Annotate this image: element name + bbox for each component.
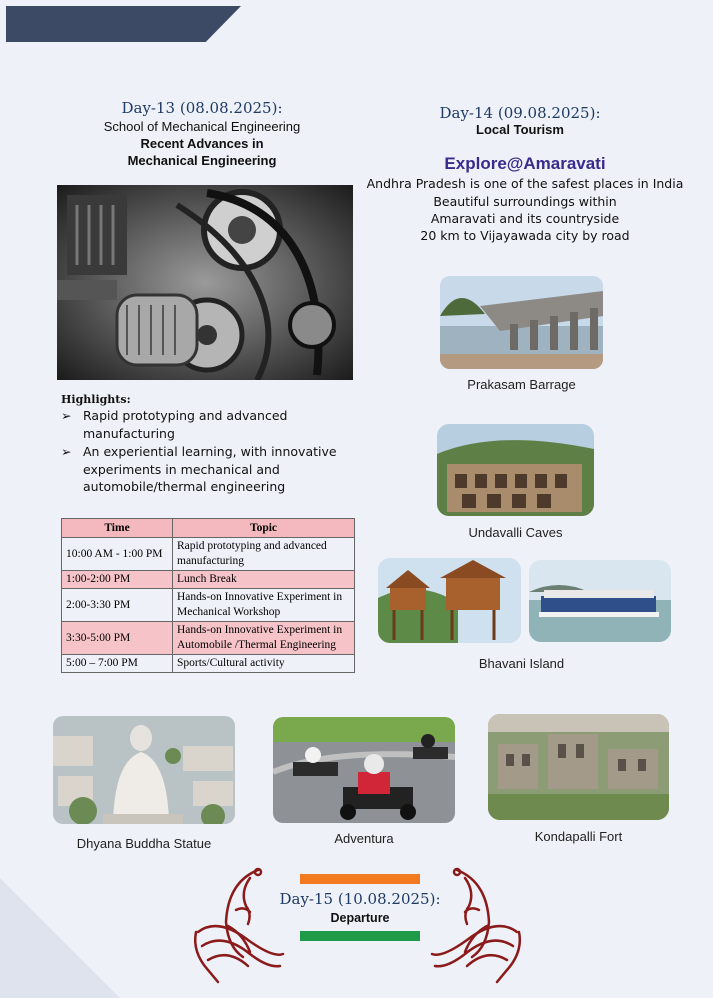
highlight-text: An experiential learning, with innovative experiments in mechanical and automobile/thermal engineering [83,444,337,494]
table-row [62,589,355,622]
row-time: 3:30-5:00 PM [62,622,173,655]
corner-triangle [0,878,120,998]
day13-topic-line1: Recent Advances in [140,136,264,151]
undavalli-caves-photo [437,424,594,516]
buddha-caption: Dhyana Buddha Statue [76,836,212,851]
namaste-right-icon [425,862,527,984]
row-topic: Lunch Break [173,571,355,589]
header-topic: Topic [173,519,355,538]
arrow-icon: ➢ [61,408,72,423]
day15-subtitle: Departure [330,911,390,925]
day14-subtitle: Local Tourism [476,122,564,137]
prakasam-caption: Prakasam Barrage [467,377,576,392]
day13-school: School of Mechanical Engineering [103,119,301,134]
table-row [62,655,355,673]
day13-title: Day-13 (08.08.2025): [121,99,283,117]
row-time: 1:00-2:00 PM [62,571,173,589]
flag-saffron-bar [300,874,420,884]
prakasam-barrage-photo [440,276,603,369]
table-row [62,622,355,655]
highlight-text: Rapid prototyping and advanced manufacturing [83,408,288,441]
row-topic: Hands-on Innovative Experiment in Mechanical Workshop [173,589,355,622]
bhavani-boat-photo [529,560,671,642]
flag-green-bar [300,931,420,941]
schedule-table [61,518,355,673]
adventura-caption: Adventura [334,831,394,846]
dhyana-buddha-photo [53,716,235,824]
day14-desc-line2: Beautiful surroundings within [433,194,617,209]
corner-banner [6,6,241,42]
kondapalli-caption: Kondapalli Fort [534,829,623,844]
engine-photo [57,185,353,380]
day14-desc-line1: Andhra Pradesh is one of the safest places in India [366,176,684,191]
row-topic: Rapid prototyping and advanced manufacturing [173,538,355,571]
day14-desc-line3: Amaravati and its countryside [430,211,620,226]
row-time: 2:00-3:30 PM [62,589,173,622]
day14-title: Day-14 (09.08.2025): [439,104,601,122]
day13-topic-line2: Mechanical Engineering [127,153,277,168]
highlights-list [61,407,351,497]
kondapalli-fort-photo [488,714,669,820]
table-header-row [62,519,355,538]
row-time: 5:00 – 7:00 PM [62,655,173,673]
day14-desc-line4: 20 km to Vijayawada city by road [420,228,630,243]
highlight-item [61,443,351,496]
bhavani-cottages-photo [378,558,521,643]
undavalli-caption: Undavalli Caves [468,525,563,540]
header-time: Time [62,519,173,538]
namaste-left-icon [188,862,290,984]
bhavani-caption: Bhavani Island [478,656,565,671]
explore-amaravati-title: Explore@Amaravati [444,154,606,173]
row-time: 10:00 AM - 1:00 PM [62,538,173,571]
arrow-icon: ➢ [61,444,72,459]
day15-title: Day-15 (10.08.2025): [279,890,441,908]
adventura-photo [273,717,455,823]
row-topic: Hands-on Innovative Experiment in Automobile /Thermal Engineering [173,622,355,655]
table-row [62,538,355,571]
table-row [62,571,355,589]
highlights-heading: Highlights: [61,393,131,406]
row-topic: Sports/Cultural activity [173,655,355,673]
highlight-item [61,407,351,442]
